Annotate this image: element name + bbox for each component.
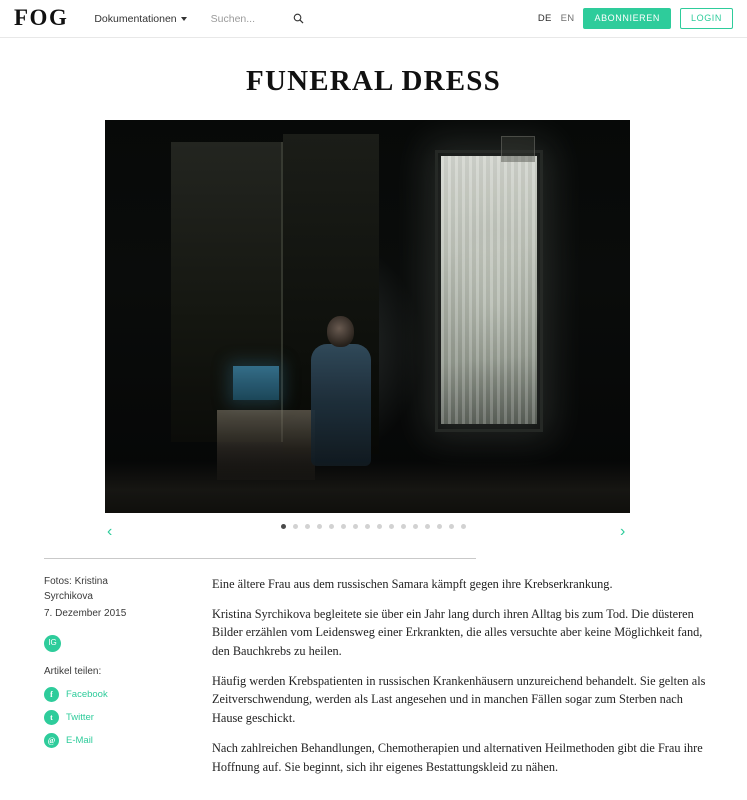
article-paragraph: Kristina Syrchikova begleitete sie über ein Jahr lang durch ihren Alltag bis zum Tod. Die düsteren Bilder erzählen vom Leidensweg einer Erkrankten, die alles versuchte aber keine Möglichkeit fand, den Bauchkrebs zu heilen. [212,606,703,659]
slider-dot-1[interactable] [281,524,286,529]
article-content [0,559,747,787]
image-slider [0,120,747,540]
slider-dot-8[interactable] [365,524,370,529]
slider-dot-9[interactable] [377,524,382,529]
lang-switch-en[interactable]: EN [560,13,575,24]
slider-dot-5[interactable] [329,524,334,529]
slider-dot-4[interactable] [317,524,322,529]
photo-wall-picture [501,136,535,162]
search-box[interactable] [209,12,304,26]
article-meta [44,575,204,787]
chevron-down-icon [181,17,187,21]
slider-next-arrow[interactable]: › [620,523,626,540]
site-logo[interactable]: FOG [14,5,69,30]
photo-subject-body [311,344,371,466]
lang-switch-de[interactable]: DE [537,13,552,24]
slider-dot-14[interactable] [437,524,442,529]
share-item-twitter[interactable] [44,710,204,725]
nav-item-label: Dokumentationen [94,12,177,25]
photo-illustration [105,120,630,513]
article-paragraph: Häufig werden Krebspatienten in russischen Krankenhäusern unzureichend behandelt. Sie gelten als Zeitverschwendung, werden als Last angesehen und in manchen Fällen sogar zum Sterben nach Hause geschickt. [212,673,706,726]
share-item-label: Facebook [66,688,108,700]
subscribe-button[interactable]: ABONNIEREN [583,8,671,29]
slider-dot-13[interactable] [425,524,430,529]
photo-floor [105,461,630,513]
slider-dot-6[interactable] [341,524,346,529]
slider-dots [0,524,747,529]
slider-dot-3[interactable] [305,524,310,529]
publish-date: 7. Dezember 2015 [44,608,127,619]
page-title: FUNERAL DRESS [246,65,501,97]
slider-dot-15[interactable] [449,524,454,529]
share-label: Artikel teilen: [44,665,102,677]
slider-image[interactable] [105,120,630,513]
photo-window-frame [435,150,543,432]
photo-subject-head [327,316,354,347]
photo-credit: Fotos: Kristina Syrchikova [44,576,108,602]
share-item-label: E-Mail [66,734,93,746]
facebook-icon: f [44,687,59,702]
slider-dot-7[interactable] [353,524,358,529]
slider-dot-11[interactable] [401,524,406,529]
share-item-e-mail[interactable] [44,733,204,748]
search-input[interactable] [209,12,287,26]
search-icon[interactable] [293,13,304,24]
twitter-icon: t [44,710,59,725]
slider-dot-10[interactable] [389,524,394,529]
site-header [0,0,747,38]
slider-prev-arrow[interactable]: ‹ [107,523,113,540]
login-button[interactable]: LOGIN [680,8,733,29]
share-list [44,687,204,748]
header-actions [538,8,733,29]
nav-item-dokumentationen[interactable] [94,13,186,25]
article-paragraph: Nach zahlreichen Behandlungen, Chemotherapien und alternativen Heilmethoden gibt die Frau ihre Hoffnung auf. Sie beginnt, sich ihr eigenes Bestattungskleid zu nähen. [212,740,703,774]
article-body [212,575,712,787]
share-item-facebook[interactable] [44,687,204,702]
photo-television [233,366,279,400]
slider-dot-12[interactable] [413,524,418,529]
article-lead: Eine ältere Frau aus dem russischen Samara kämpft gegen ihre Krebserkrankung. [212,577,613,591]
slider-dot-2[interactable] [293,524,298,529]
e-mail-icon: @ [44,733,59,748]
share-item-label: Twitter [66,711,94,723]
slider-dot-16[interactable] [461,524,466,529]
instagram-icon[interactable]: IG [44,635,61,652]
